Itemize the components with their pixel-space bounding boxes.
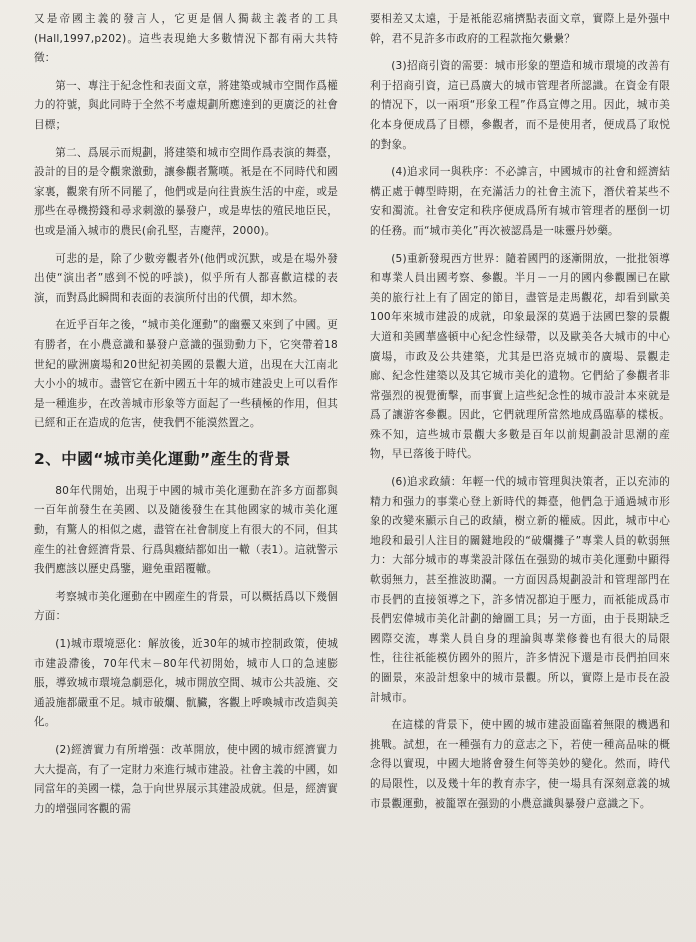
paragraph: 第一、專注于紀念性和表面文章，將建築或城市空間作爲權力的符號，與此同時于全然不考慮規劃所應達到的更廣泛的社會目標； [34, 79, 338, 131]
paragraph: 第二、爲展示而規劃，將建築和城市空間作爲表演的舞臺，設計的目的是令觀衆激動，讓參觀者驚嘆。衹是在不同時代和國家裏，觀衆有所不同罷了，他們或是向往貴族生活的中産，或是那些在尋機撈錢和尋求刺激的暴發户，或是卑怯的殖民地臣民，也或是涌入城市的農民(俞孔堅，吉慶萍，2000)。 [34, 146, 338, 237]
section-heading: 2、中國“城市美化運動”產生的背景 [34, 449, 291, 468]
paragraph: 80年代開始，出現于中國的城市美化運動在許多方面都與一百年前發生在美國、以及隨後發生在其他國家的城市美化運動，有驚人的相似之處，盡管在社會制度上有很大的不同，但其産生的社會經濟背景、行爲與癥結都如出一轍（表1）。這就警示我們應該以歷史爲鑒，避免重蹈覆轍。 [34, 484, 338, 576]
paragraph: (6)追求政績：年輕一代的城市管理與決策者，正以充沛的精力和强力的事業心登上新時代的舞臺，他們急于通過城市形象的改變來顯示自己的政績，樹立新的權威。因此，城市中心地段和最引人注目的關鍵地段的“破爛攤子”專業人員的軟弱無力：大部分城市的專業設計隊伍在强勁的城市美化運動中顯得軟弱無力，甚至推波助瀾。一方面因爲規劃設計和管理部門在市長們的直接領導之下，許多情况都迫于壓力，而祇能成爲市長們宏偉城市美化計劃的繪圖工具；另一方面，由于長期缺乏國際交流，專業人員自身的理論與專業修養也有很大的局限性，往往祇能模仿國外的照片，許多情況下還是市長們拍回來的圖景，來設計想象中的城市景觀。所以，實際上是市長在設計城市。 [370, 476, 670, 704]
paragraph: 要相差又太遠，于是衹能忍痛擠點表面文章，實際上是外强中幹，君不見許多市政府的工程款拖欠纍纍？ [370, 13, 670, 45]
paragraph: (5)重新發現西方世界：隨着國門的逐漸開放，一批批領導和專業人員出國考察、參觀。半月－一月的國内參觀團已在歐美的旅行社上有了固定的節目，盡管是走馬觀花，却看到歐美100年來城市建設的成就，印象最深的莫過于法國巴黎的景觀大道和美國華盛頓中心紀念性绿帶，以及歐美各大城市的中心廣場，市政及公共建築，尤其是巴洛克城市的廣場、景觀走廊、紀念性建築以及其它城市美化的遺物。它們給了參觀者非常强烈的視覺衝擊，而事實上這些紀念性的城市設計本來就是爲了讓游客參觀。因此，它們就理所當然地成爲臨摹的樣板。殊不知，這些城市景觀大多數是百年以前規劃設計思潮的産物，早已落後于時代。 [370, 252, 670, 461]
paragraph: (3)招商引資的需要：城市形象的塑造和城市環境的改善有利于招商引資，這已爲廣大的城市管理者所認識。在資金有限的情况下，以一兩項“形象工程”作爲宣傳之用。因此，城市美化本身便成爲了目標，參觀者，而不是使用者，便成爲了取悦的對象。 [370, 60, 670, 151]
paragraph: 在近乎百年之後，“城市美化運動”的幽靈又來到了中國。更有勝者，在小農意識和暴發户意識的强勁動力下，它突帶着18世紀的歐洲廣場和20世紀初美國的景觀大道，出現在大江南北大小小的城市。盡管它在新中國五十年的城市建設史上可以看作是一種進步，在改善城市形象等方面起了一些積極的作用，但其已經和正在造成的危害，使我們不能漠然置之。 [34, 319, 338, 430]
paragraph: 又是帝國主義的發言人，它更是個人獨裁主義者的工具(Hall,1997,p202)。這些表現絶大多數情況下都有兩大共特徵： [34, 13, 338, 65]
paragraph: (1)城市環境惡化：解放後，近30年的城市控制政策，使城市建設滯後，70年代末－80年代初開始，城市人口的急速膨脹，導致城市環境急劇惡化，城市開放空間、城市公共設施、交通設施都嚴重不足。城市破爛、骯臟，客觀上呼喚城市改造與美化。 [34, 638, 338, 729]
paragraph: 可悲的是，除了少數旁觀者外(他們或沉默，或是在場外發出使“演出者”感到不悦的呼談)，似乎所有人都喜歡這樣的表演，而對爲此瞬間和表面的表演所付出的代價，却木然。 [34, 252, 338, 304]
right-column [370, 10, 670, 822]
paragraph: (4)追求同一與秩序：不必諱言，中國城市的社會和經濟結構正處于轉型時期，在充滿活力的社會主流下，潛伏着某些不安和濁流。社會安定和秩序便成爲所有城市管理者的壓倒一切的任務。而“城市美化”再次被認爲是一味靈丹妙藥。 [370, 166, 670, 237]
paragraph: 考察城市美化運動在中國産生的背景，可以概括爲以下幾個方面： [34, 590, 338, 623]
paragraph: (2)經濟實力有所增强：改革開放，使中國的城市經濟實力大大提高，有了一定財力來進行城市建設。社會主義的中國，如同當年的美國一樣，急于向世界展示其建設成就。但是，經濟實力的增强同客觀的需 [34, 744, 338, 815]
paragraph: 在這樣的背景下，使中國的城市建設面臨着無限的機遇和挑戰。試想，在一種强有力的意志之下，若使一種高品味的概念得以實現，中國大地將會發生何等美妙的變化。然而，時代的局限性，以及幾十年的教育赤字，使一場具有深刻意義的城市景觀運動，被籠罩在强勁的小農意識與暴發户意識之下。 [370, 719, 670, 810]
left-column [34, 10, 338, 827]
